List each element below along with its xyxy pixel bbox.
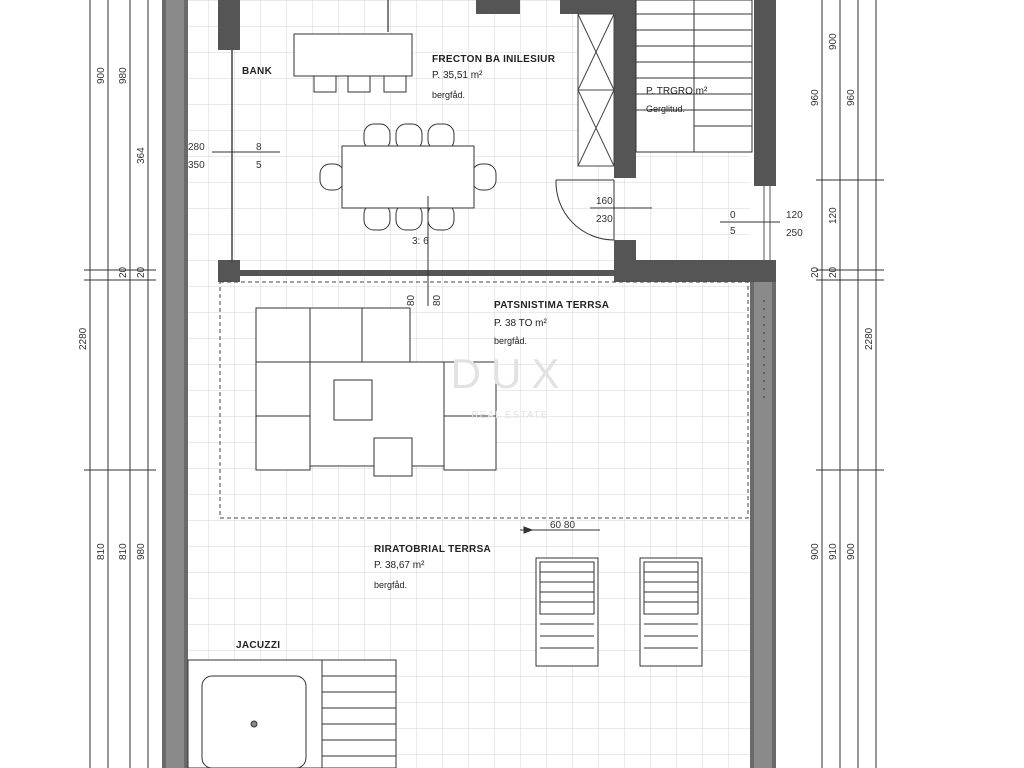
dim-right-inner-0: 960 xyxy=(810,89,821,106)
main-room-name: FRECTON BA INILESIUR xyxy=(432,54,556,65)
open-terrace-area: P. 38,67 m² xyxy=(374,560,425,571)
dim-stair-a: 120 xyxy=(786,210,803,221)
dim-terrace-width: 60 80 xyxy=(550,520,576,531)
jacuzzi-label: JACUZZI xyxy=(236,640,281,651)
dim-stair-d: 5 xyxy=(730,226,736,237)
jacuzzi xyxy=(188,660,396,768)
open-terrace-name: RIRATOBRIAL TERRSA xyxy=(374,544,492,555)
dim-stair-c: 0 xyxy=(730,210,736,221)
dim-left-mid-2: 810 xyxy=(118,543,129,560)
dim-door-b: 230 xyxy=(596,214,613,225)
storage-cabinet xyxy=(578,14,614,166)
dim-left-outer-1: 2280 xyxy=(78,327,89,350)
dim-right-mid-0: 900 xyxy=(828,33,839,50)
dim-left-inner-2: 980 xyxy=(136,543,147,560)
dim-axis-c: 80 xyxy=(432,294,443,306)
dim-left-outer-2: 810 xyxy=(96,543,107,560)
dim-stair-b: 250 xyxy=(786,228,803,239)
dim-right-outer-1: 2280 xyxy=(864,327,875,350)
covered-terrace-note: bergfåd. xyxy=(494,336,528,346)
dim-dining-c: 8 xyxy=(256,142,262,153)
dim-axis-a: 3: 6 xyxy=(412,236,429,247)
dim-right-outer-0: 960 xyxy=(846,89,857,106)
left-dimension-labels xyxy=(78,67,147,560)
dim-left-mid-0: 980 xyxy=(118,67,129,84)
dim-right-inner-2: 900 xyxy=(810,543,821,560)
dim-right-mid-3: 910 xyxy=(828,543,839,560)
dim-right-mid-1: 120 xyxy=(828,207,839,224)
bank-label: BANK xyxy=(242,66,273,77)
dim-right-outer-2: 900 xyxy=(846,543,857,560)
dim-dining-b: 350 xyxy=(188,160,205,171)
covered-terrace-area: P. 38 TO m² xyxy=(494,318,547,329)
dim-dining-a: 280 xyxy=(188,142,205,153)
window-strip xyxy=(764,186,770,260)
dim-left-mid-1: 20 xyxy=(118,266,129,278)
dim-right-mid-2: 20 xyxy=(828,266,839,278)
sun-lounger xyxy=(640,558,702,666)
watermark-tagline: REAL ESTATE xyxy=(471,410,549,421)
dim-axis-b: 80 xyxy=(406,294,417,306)
stair-note: Gerglitud. xyxy=(646,104,686,114)
dim-door-a: 160 xyxy=(596,196,613,207)
staircase xyxy=(636,0,752,152)
watermark-logo: DUX xyxy=(450,350,570,397)
dim-left-inner-0: 364 xyxy=(136,147,147,164)
sun-lounger xyxy=(536,558,598,666)
main-room-area: P. 35,51 m² xyxy=(432,70,483,81)
dim-left-inner-1: 20 xyxy=(136,266,147,278)
dim-left-outer-0: 900 xyxy=(96,67,107,84)
open-terrace-note: bergfåd. xyxy=(374,580,408,590)
right-dimension-labels xyxy=(810,33,875,560)
dim-dining-d: 5 xyxy=(256,160,262,171)
main-room-note: bergfåd. xyxy=(432,90,466,100)
dim-right-inner-1: 20 xyxy=(810,266,821,278)
stair-area: P. TRGRO m² xyxy=(646,86,708,97)
covered-terrace-name: PATSNISTIMA TERRSA xyxy=(494,300,610,311)
